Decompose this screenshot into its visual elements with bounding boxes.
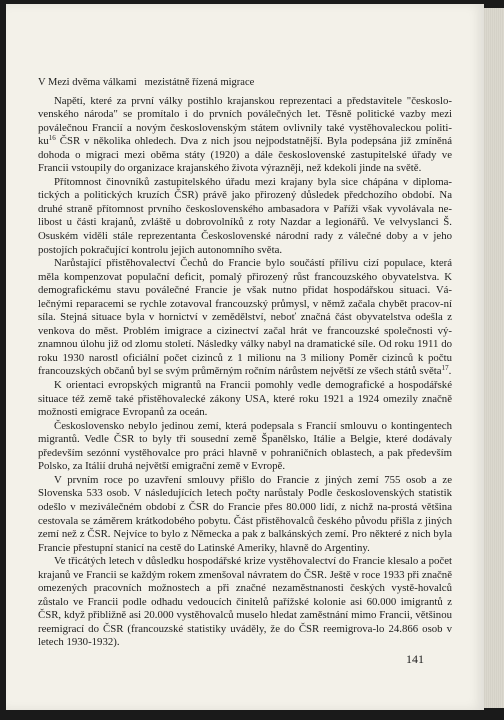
page-number: 141: [406, 652, 424, 666]
paragraph: V prvním roce po uzavření smlouvy přišlo do Francie z jiných zemí 755 osob a ze Slovenska 533 osob. V následujících letech počty narůstaly Podle československých statistik odešlo v meziválečném období z ČSR do Francie přes 80.000 lidí, z nichž na-prostá většina cestovala se záměrem krátkodobého pobytu. Část přistěhovalců českého původu přišla z jiných zemí než z ČSR. Nejvíce to bylo z Německa a pak z balkánských zemí. Pro některé z nich byla Francie přestupní stanicí na cestě do Latinské Ameriky, hlavně do Argentiny.: [38, 473, 452, 554]
paragraph: Narůstající přistěhovalectví Čechů do Francie bylo součástí přílivu cizí populace, která měla kompenzovat populační deficit, pomalý přirozený růst francouzského obyvatelstva. K demografickému stavu poválečné Francie je však nutno přidat hospodářskou situaci. Vá-lečnými reparacemi se rychle zotavoval francouzský průmysl, v němž začala chybět pracov-ní síla. Stejná situace byla v hornictví v zemědělství, neboť značná část obyvatelstva odešla z venkova do měst. Problém imigrace a cizinectví začal hrát ve francouzské společnosti vý-znamnou úlohu již od zlomu století. Následky války nabyl na dramatické síle. Od roku 1911 do roku 1930 narostl oficiální počet cizinců z 1 milionu na 3 miliony Poměr cizinců k počtu francouzských občanů byl se svým průměrným ročním nárůstem největší ze všech států světa$^{17}$.: [38, 257, 452, 378]
footnote-ref: 16: [48, 134, 56, 143]
paragraph: Ve třicátých letech v důsledku hospodářské krize vystěhovalectví do Francie klesalo a počet krajanů ve Francii se každým rokem zmenšoval návratem do ČSR. Ještě v roce 1933 při značně omezených pracovních možnostech a při značné nezaměstnanosti českých vystě-hovalců zůstalo ve Francii podle odhadu vedoucích činitelů pařížské kolonie asi 60.000 imigrantů z ČSR, když přibližně asi 20.000 vystěhovalců muselo hledat zaměstnání mimo Francii, většinou reemigrací do ČSR (francouzské statistiky uváděly, že do ČSR reemigrova-lo 24.866 osob v letech 1930-1932).: [38, 555, 452, 649]
paragraph: Napětí, které za první války postihlo krajanskou reprezentaci a představitele "českoslo-venského národa" se promítalo i do prvních poválečných let. Těsně politické vazby mezi poválečnou Francií a novým československým státem ovlivnily také vystěhovaleckou politi-$ku^{16}$ ČSR v několika ohledech. Dva z nich jsou nejpodstatnější. Byla podepsána již zmíněná dohoda o migraci mezi oběma státy (1920) a dále československé zastupitelské úřady ve Francii vstoupily do organizace krajanského života výrazněji, než kdekoli jinde na světě.: [38, 94, 452, 175]
running-header: [38, 76, 452, 90]
footnote-ref: 17: [441, 364, 449, 373]
page-content: [38, 76, 452, 650]
paragraph: K orientaci evropských migrantů na Francii pomohly vedle demografické a hospodářské situace též země také přistěhovalecké zákony USA, které roku 1921 a 1924 omezily značně možnosti emigrace Evropanů za oceán.: [38, 379, 452, 419]
chapter-title: V Mezi dvěma válkami: [38, 77, 137, 88]
paragraph: Přítomnost činovníků zastupitelského úřadu mezi krajany byla sice chápána v diploma-tických a politických kruzích ČSR) právě jako přirozený důsledek předchozího období. Na druhé straně přítomnost prvního československého ambasadora v Paříži však vyvolávala ne-libost u části krajanů, zvláště u dobrovolníků z roty Nazdar a legionářů. Ve velvyslanci Š. Osuském viděli stále reprezentanta Československé národní rady z válečné doby a v jeho postojích pokračující kontrolu jejich autonomního světa.: [38, 175, 452, 256]
page-edge-stack: [484, 8, 504, 708]
section-title: mezistátně řízená migrace: [144, 77, 255, 88]
paragraph: Československo nebylo jedinou zemí, která podepsala s Francií smlouvu o kontingentech migrantů. Vedle ČSR to byly tři sousední země Španělsko, Itálie a Belgie, které dodávaly především sezónní vystěhovalce pro práci hlavně v pohraničních oblastech, a pak především Polsko, za Itálií druhá největší emigrační země v Evropě.: [38, 419, 452, 473]
book-page: [6, 4, 484, 710]
body-text: [38, 95, 452, 650]
